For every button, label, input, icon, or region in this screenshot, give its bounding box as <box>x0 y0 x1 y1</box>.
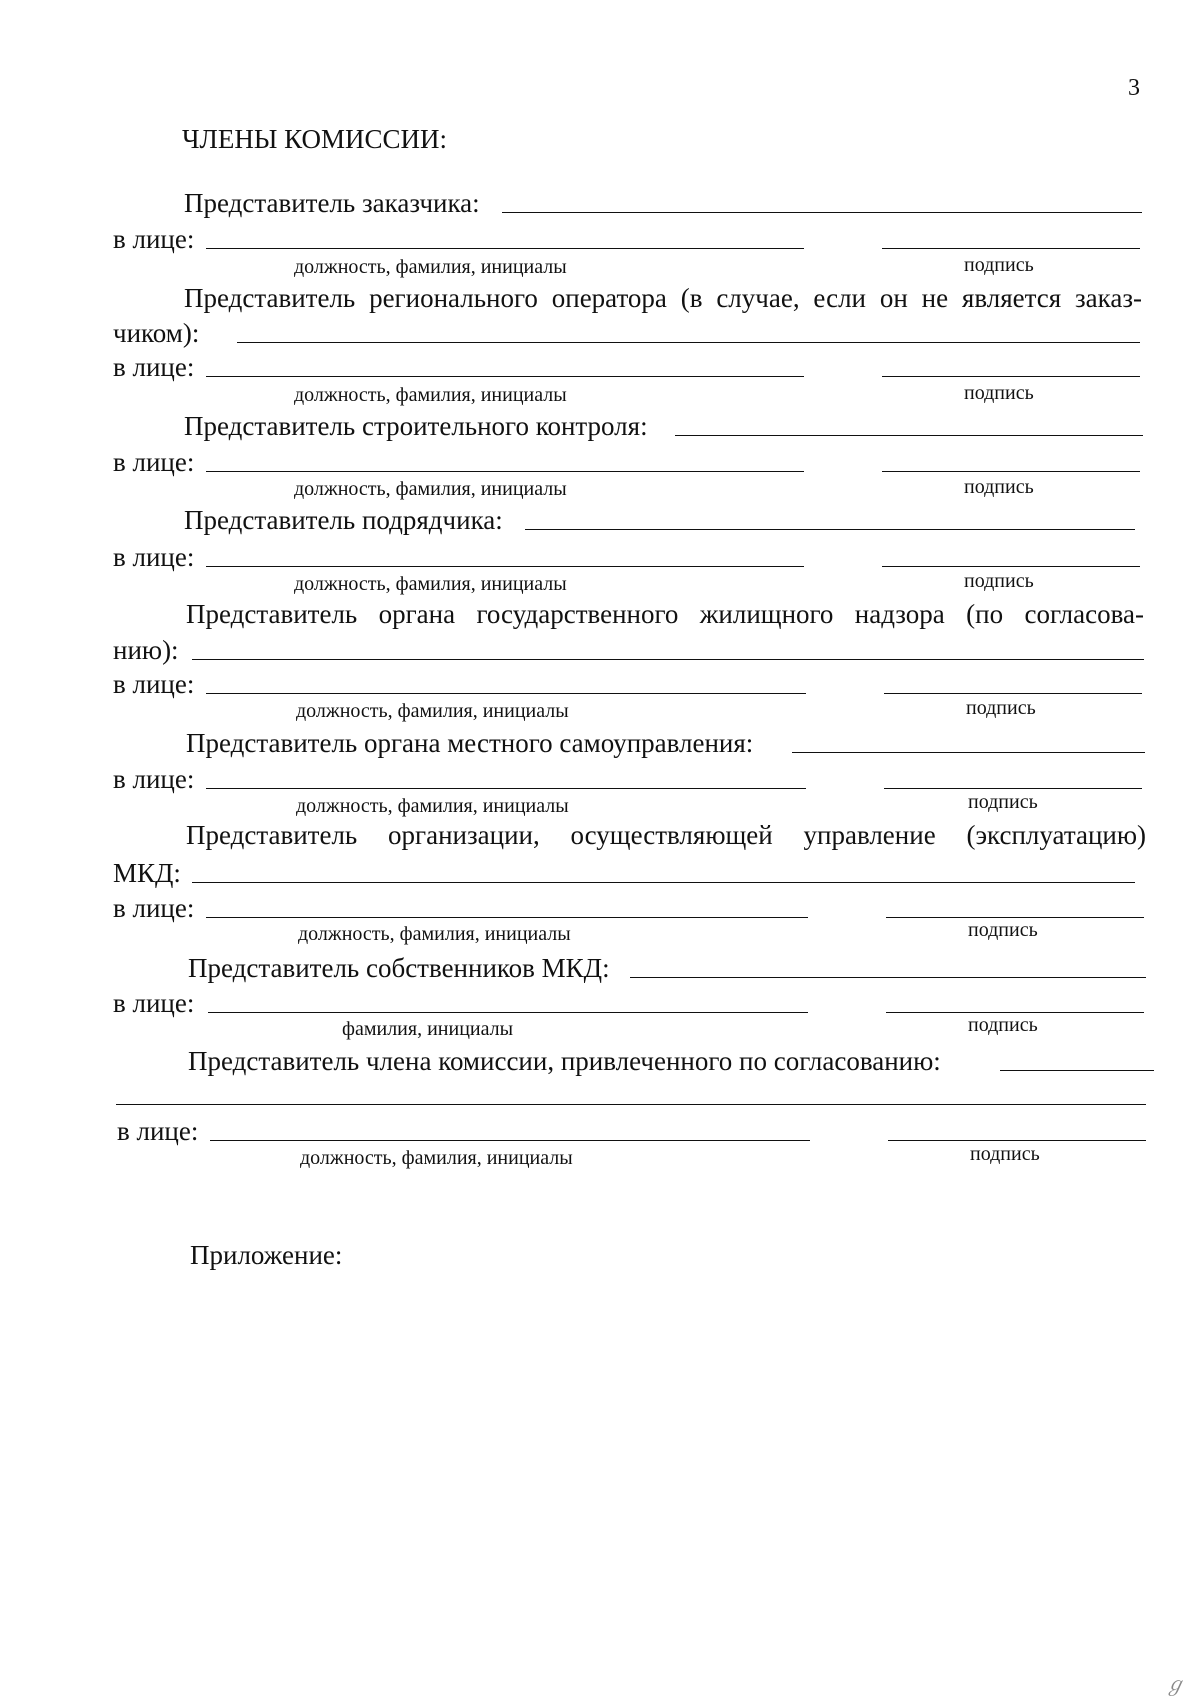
signature-field-line[interactable] <box>882 376 1140 377</box>
in-person-label: в лице: <box>113 893 195 923</box>
signature-field-line[interactable] <box>884 693 1142 694</box>
handwritten-mark: ℊ <box>1165 1674 1185 1696</box>
signature-caption: подпись <box>968 1014 1038 1036</box>
invited-member-field-line-2[interactable] <box>116 1104 1146 1105</box>
position-caption: должность, фамилия, инициалы <box>298 923 571 945</box>
position-caption: должность, фамилия, инициалы <box>294 573 567 595</box>
signature-caption: подпись <box>964 570 1034 592</box>
name-field-line[interactable] <box>208 1012 808 1013</box>
page-title: ЧЛЕНЫ КОМИССИИ: <box>182 124 448 154</box>
signature-field-line[interactable] <box>888 1140 1146 1141</box>
position-field-line[interactable] <box>210 1140 810 1141</box>
local-government-field-line[interactable] <box>792 752 1145 753</box>
contractor-label: Представитель подрядчика: <box>184 505 503 535</box>
in-person-label: в лице: <box>113 669 195 699</box>
regional-operator-field-line[interactable] <box>237 342 1140 343</box>
signature-field-line[interactable] <box>882 248 1140 249</box>
owners-label: Представитель собственников МКД: <box>188 953 610 983</box>
in-person-label: в лице: <box>113 764 195 794</box>
position-field-line[interactable] <box>206 376 804 377</box>
in-person-label: в лице: <box>113 352 195 382</box>
construction-control-label: Представитель строительного контроля: <box>184 411 648 441</box>
housing-supervision-label: Представитель органа государственного жилищного надзора (по согласова- <box>186 599 1144 629</box>
management-org-label-cont: МКД: <box>113 858 181 888</box>
customer-field-line[interactable] <box>502 212 1142 213</box>
position-field-line[interactable] <box>206 248 804 249</box>
position-field-line[interactable] <box>206 471 804 472</box>
in-person-label: в лице: <box>113 224 195 254</box>
position-field-line[interactable] <box>206 693 806 694</box>
invited-member-label: Представитель члена комиссии, привлеченного по согласованию: <box>188 1046 941 1076</box>
position-caption: должность, фамилия, инициалы <box>294 256 567 278</box>
regional-operator-label-cont: чиком): <box>113 318 200 348</box>
signature-field-line[interactable] <box>886 917 1144 918</box>
signature-caption: подпись <box>964 382 1034 404</box>
contractor-field-line[interactable] <box>525 529 1135 530</box>
name-caption: фамилия, инициалы <box>342 1018 514 1040</box>
signature-field-line[interactable] <box>882 566 1140 567</box>
customer-label: Представитель заказчика: <box>184 188 480 218</box>
signature-caption: подпись <box>968 919 1038 941</box>
in-person-label: в лице: <box>113 988 195 1018</box>
management-org-label: Представитель организации, осуществляющей управление (эксплуатацию) <box>186 820 1146 850</box>
local-government-label: Представитель органа местного самоуправления: <box>186 728 754 758</box>
signature-caption: подпись <box>964 476 1034 498</box>
position-caption: должность, фамилия, инициалы <box>296 795 569 817</box>
position-field-line[interactable] <box>206 788 806 789</box>
owners-field-line[interactable] <box>630 977 1146 978</box>
signature-caption: подпись <box>966 697 1036 719</box>
signature-field-line[interactable] <box>886 1012 1144 1013</box>
construction-control-field-line[interactable] <box>675 435 1143 436</box>
in-person-label: в лице: <box>117 1116 199 1146</box>
signature-caption: подпись <box>968 791 1038 813</box>
page-number: 3 <box>1128 75 1140 101</box>
position-field-line[interactable] <box>206 917 808 918</box>
position-caption: должность, фамилия, инициалы <box>294 478 567 500</box>
in-person-label: в лице: <box>113 447 195 477</box>
appendix-label: Приложение: <box>190 1240 343 1270</box>
signature-field-line[interactable] <box>882 471 1140 472</box>
in-person-label: в лице: <box>113 542 195 572</box>
position-field-line[interactable] <box>206 566 804 567</box>
signature-caption: подпись <box>970 1143 1040 1165</box>
housing-supervision-label-cont: нию): <box>113 635 179 665</box>
signature-field-line[interactable] <box>884 788 1142 789</box>
management-org-field-line[interactable] <box>192 882 1135 883</box>
position-caption: должность, фамилия, инициалы <box>300 1147 573 1169</box>
housing-supervision-field-line[interactable] <box>192 659 1144 660</box>
invited-member-field-line[interactable] <box>1000 1070 1154 1071</box>
position-caption: должность, фамилия, инициалы <box>296 700 569 722</box>
regional-operator-label: Представитель регионального оператора (в случае, если он не является заказ- <box>184 283 1142 313</box>
signature-caption: подпись <box>964 254 1034 276</box>
position-caption: должность, фамилия, инициалы <box>294 384 567 406</box>
